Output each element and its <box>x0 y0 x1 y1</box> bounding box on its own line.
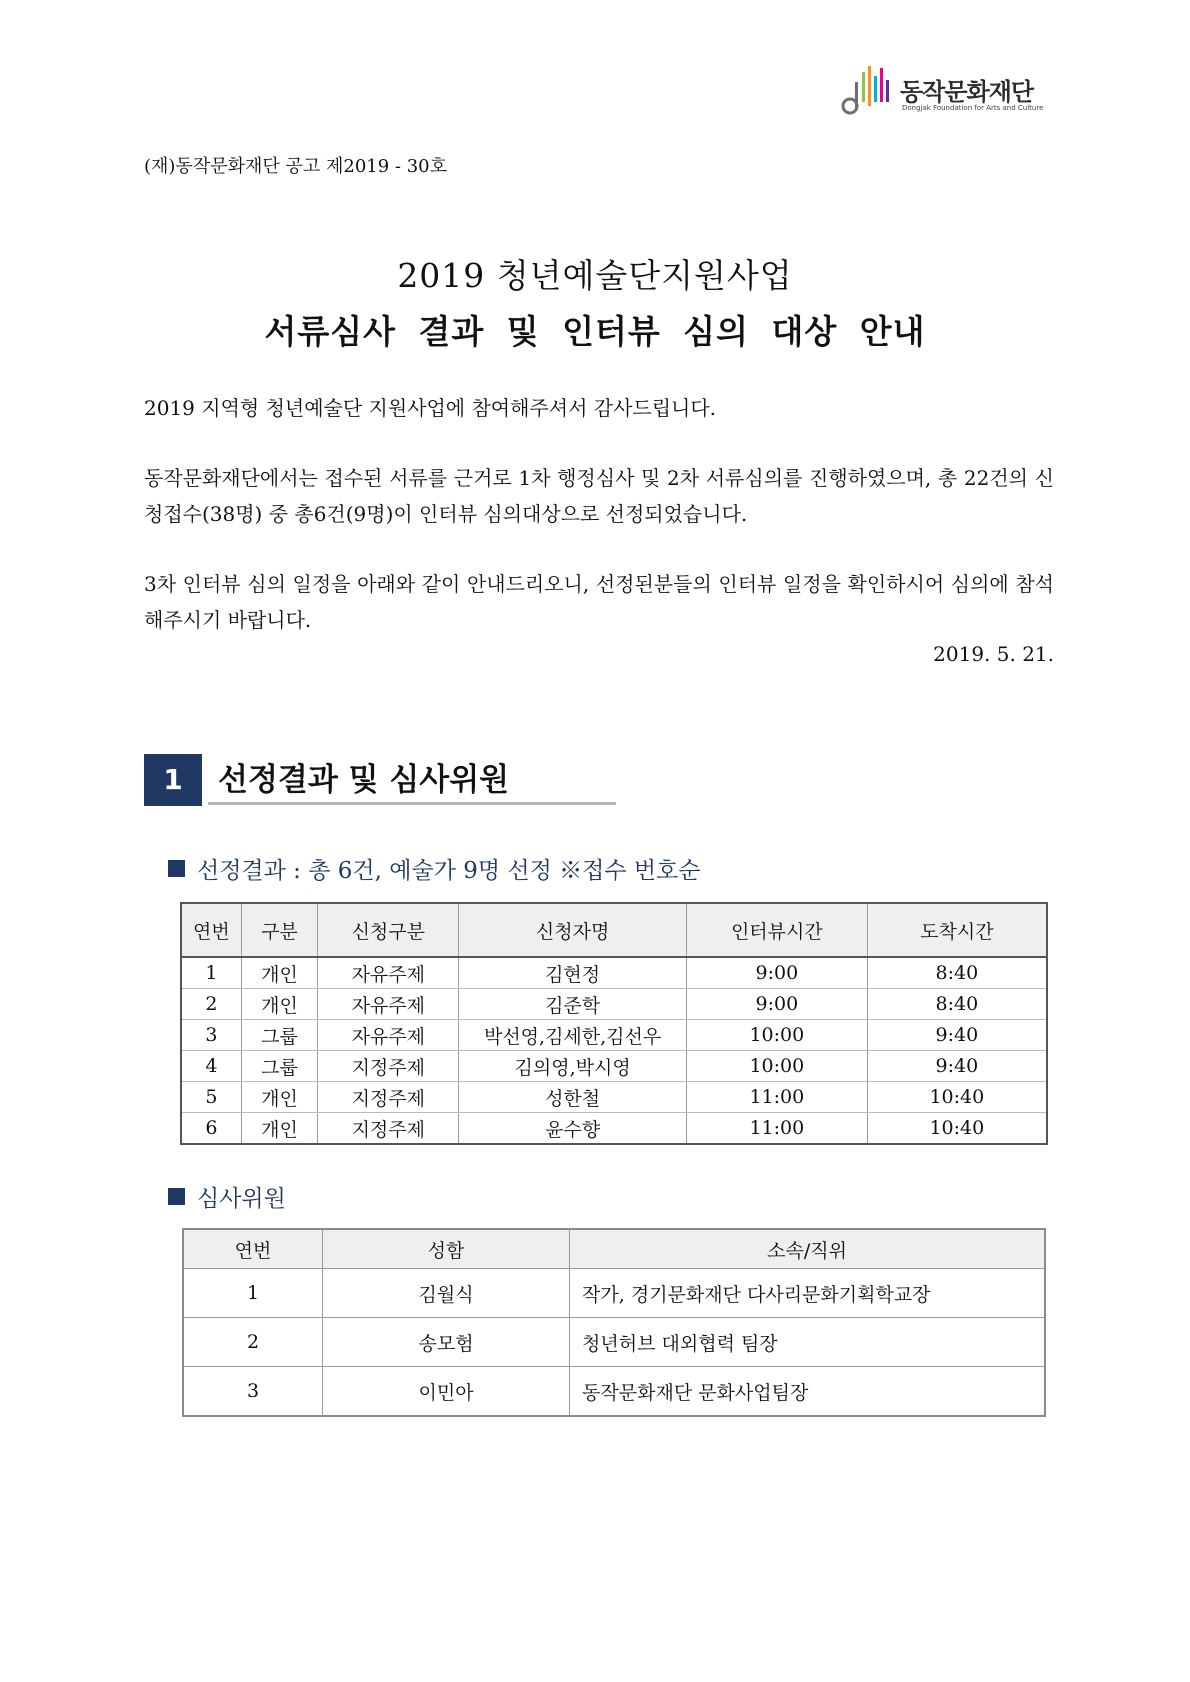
table-row <box>181 1082 1047 1113</box>
table-cell: 개인 <box>241 1113 318 1145</box>
table-cell: 개인 <box>241 989 318 1020</box>
document-title-line2: 서류심사 결과 및 인터뷰 심의 대상 안내 <box>264 312 926 351</box>
header-cell: 연번 <box>183 1229 323 1269</box>
document-date: 2019. 5. 21. <box>933 642 1054 666</box>
judges-heading <box>168 1180 286 1213</box>
table-cell: 10:40 <box>867 1082 1047 1113</box>
table-cell: 6 <box>181 1113 241 1145</box>
table-cell: 4 <box>181 1051 241 1082</box>
table-cell: 10:00 <box>686 1051 867 1082</box>
table-row <box>181 989 1047 1020</box>
table-cell: 김의영,박시영 <box>459 1051 687 1082</box>
table-cell: 8:40 <box>867 957 1047 989</box>
table-row <box>181 1113 1047 1145</box>
logo-bars-icon <box>840 62 896 118</box>
table-cell: 9:00 <box>686 989 867 1020</box>
table-cell: 청년허브 대외협력 팀장 <box>570 1318 1045 1367</box>
section-number-badge: 1 <box>144 754 202 806</box>
table-cell: 3 <box>183 1367 323 1417</box>
table-cell: 9:40 <box>867 1020 1047 1051</box>
header-cell: 인터뷰시간 <box>686 903 867 957</box>
table-cell: 10:40 <box>867 1113 1047 1145</box>
table-cell: 동작문화재단 문화사업팀장 <box>570 1367 1045 1417</box>
table-cell: 김월식 <box>323 1269 570 1318</box>
table-cell: 개인 <box>241 957 318 989</box>
table-row <box>183 1367 1045 1417</box>
table-cell: 그룹 <box>241 1051 318 1082</box>
judges-heading-text: 심사위원 <box>197 1186 286 1212</box>
results-heading <box>168 852 701 885</box>
header-cell: 신청구분 <box>318 903 459 957</box>
intro-paragraph-3: 3차 인터뷰 심의 일정을 아래와 같이 안내드리오니, 선정된분들의 인터뷰 일정을 확인하시어 심의에 참석해주시기 바랍니다. <box>144 572 1054 632</box>
header-cell: 연번 <box>181 903 241 957</box>
header-cell: 신청자명 <box>459 903 687 957</box>
table-cell: 자유주제 <box>318 1020 459 1051</box>
judges-table <box>182 1228 1046 1417</box>
document-title-line1: 2019 청년예술단지원사업 <box>397 256 793 295</box>
header-cell: 성함 <box>323 1229 570 1269</box>
intro-paragraph-1: 2019 지역형 청년예술단 지원사업에 참여해주셔서 감사드립니다. <box>144 396 717 420</box>
results-heading-text: 선정결과 : 총 6건, 예술가 9명 선정 ※접수 번호순 <box>197 858 701 884</box>
table-cell: 8:40 <box>867 989 1047 1020</box>
table-cell: 작가, 경기문화재단 다사리문화기획학교장 <box>570 1269 1045 1318</box>
judges-header-row <box>183 1229 1045 1269</box>
table-cell: 지정주제 <box>318 1113 459 1145</box>
square-bullet-icon <box>168 1188 185 1205</box>
table-cell: 윤수향 <box>459 1113 687 1145</box>
table-row <box>181 957 1047 989</box>
table-cell: 11:00 <box>686 1113 867 1145</box>
table-cell: 9:00 <box>686 957 867 989</box>
table-row <box>181 1051 1047 1082</box>
table-cell: 자유주제 <box>318 989 459 1020</box>
table-cell: 지정주제 <box>318 1082 459 1113</box>
table-cell: 11:00 <box>686 1082 867 1113</box>
notice-number: (재)동작문화재단 공고 제2019 - 30호 <box>144 156 447 177</box>
table-cell: 5 <box>181 1082 241 1113</box>
logo-subtitle: Dongjak Foundation for Arts and Culture <box>902 104 1044 112</box>
square-bullet-icon <box>168 860 185 877</box>
table-row <box>183 1269 1045 1318</box>
table-cell: 9:40 <box>867 1051 1047 1082</box>
results-header-row <box>181 903 1047 957</box>
table-cell: 김현정 <box>459 957 687 989</box>
table-cell: 1 <box>183 1269 323 1318</box>
intro-paragraph-2: 동작문화재단에서는 접수된 서류를 근거로 1차 행정심사 및 2차 서류심의를 진행하였으며, 총 22건의 신청접수(38명) 중 총6건(9명)이 인터뷰 심의대상으로 선정되었습니다. <box>144 466 1054 526</box>
foundation-logo <box>840 60 1060 120</box>
section-underline <box>208 802 616 805</box>
table-cell: 1 <box>181 957 241 989</box>
table-row <box>181 1020 1047 1051</box>
table-row <box>183 1318 1045 1367</box>
table-cell: 자유주제 <box>318 957 459 989</box>
table-cell: 박선영,김세한,김선우 <box>459 1020 687 1051</box>
table-cell: 개인 <box>241 1082 318 1113</box>
table-cell: 성한철 <box>459 1082 687 1113</box>
header-cell: 소속/직위 <box>570 1229 1045 1269</box>
table-cell: 2 <box>181 989 241 1020</box>
results-table <box>180 902 1048 1145</box>
table-cell: 10:00 <box>686 1020 867 1051</box>
table-cell: 지정주제 <box>318 1051 459 1082</box>
header-cell: 도착시간 <box>867 903 1047 957</box>
header-cell: 구분 <box>241 903 318 957</box>
table-cell: 송모험 <box>323 1318 570 1367</box>
table-cell: 그룹 <box>241 1020 318 1051</box>
table-cell: 이민아 <box>323 1367 570 1417</box>
table-cell: 2 <box>183 1318 323 1367</box>
logo-name: 동작문화재단 <box>900 78 1034 106</box>
table-cell: 3 <box>181 1020 241 1051</box>
table-cell: 김준학 <box>459 989 687 1020</box>
section-title: 선정결과 및 심사위원 <box>218 762 510 798</box>
